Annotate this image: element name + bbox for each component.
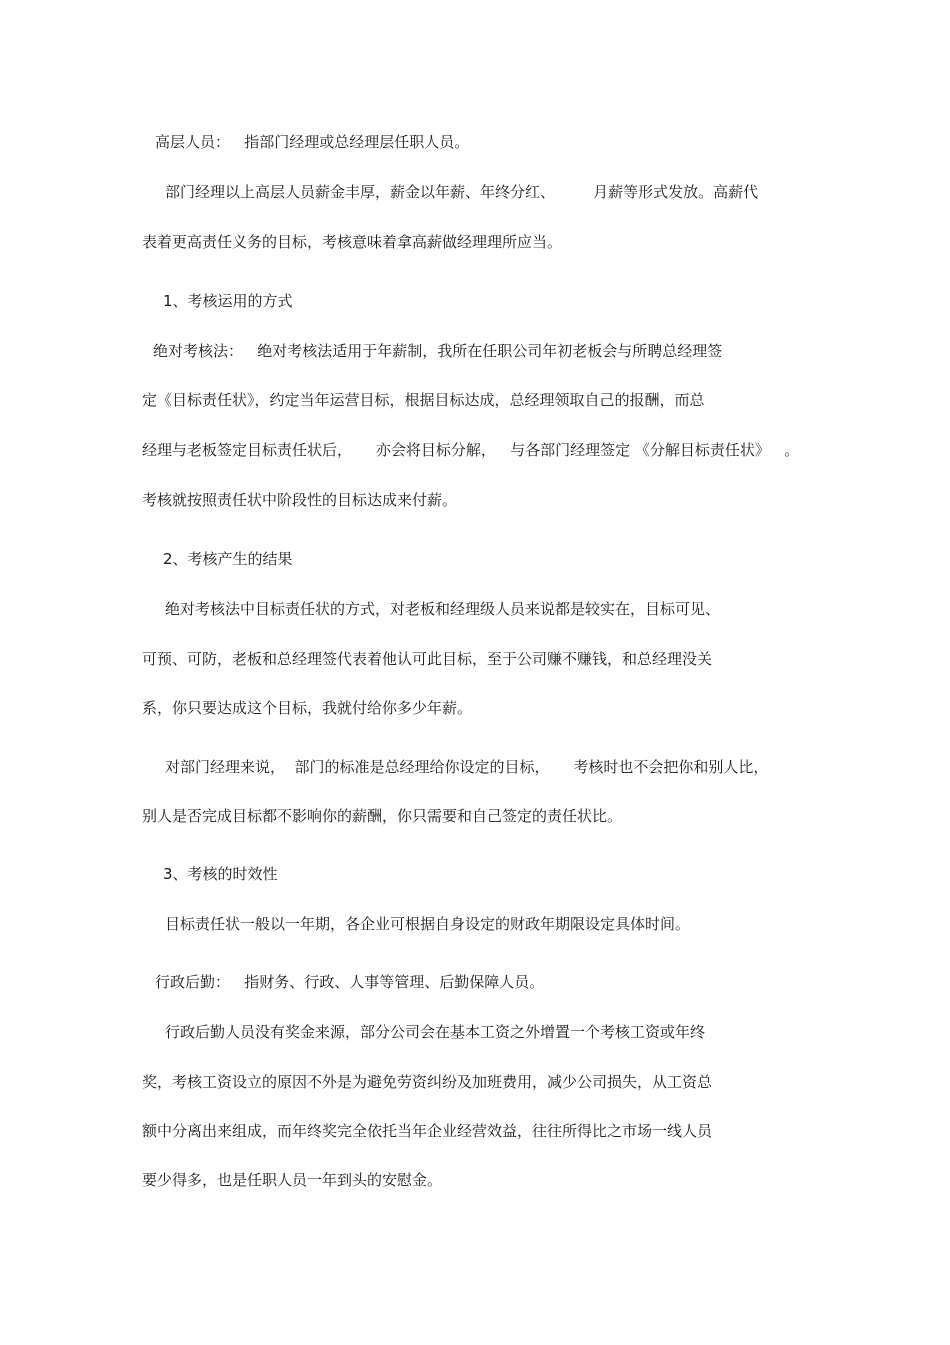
- section-heading: 3、考核的时效性: [163, 865, 278, 883]
- text-line: 经理与老板签定目标责任状后， 亦会将目标分解， 与各部门经理签定 《分解目标责任状》 。: [142, 441, 800, 459]
- text-line: 行政后勤： 指财务、行政、人事等管理、后勤保障人员。: [155, 973, 545, 991]
- text-line: 考核就按照责任状中阶段性的目标达成来付薪。: [142, 491, 458, 509]
- text-line: 高层人员： 指部门经理或总经理层任职人员。: [155, 133, 470, 151]
- text-line: 额中分离出来组成，而年终奖完全依托当年企业经营效益，往往所得比之市场一线人员: [142, 1122, 713, 1140]
- section-heading: 2、考核产生的结果: [163, 550, 293, 568]
- text-line: 部门经理以上高层人员薪金丰厚，薪金以年薪、年终分红、 月薪等形式发放。高薪代: [165, 183, 759, 201]
- text-line: 绝对考核法中目标责任状的方式，对老板和经理级人员来说都是较实在，目标可见、: [165, 600, 721, 618]
- text-line: 别人是否完成目标都不影响你的薪酬，你只需要和自己签定的责任状比。: [142, 807, 623, 825]
- text-line: 对部门经理来说， 部门的标准是总经理给你设定的目标， 考核时也不会把你和别人比，: [165, 758, 769, 776]
- text-line: 奖，考核工资设立的原因不外是为避免劳资纠纷及加班费用，减少公司损失，从工资总: [142, 1073, 713, 1091]
- text-line: 行政后勤人员没有奖金来源，部分公司会在基本工资之外增置一个考核工资或年终: [165, 1023, 706, 1041]
- section-heading: 1、考核运用的方式: [163, 292, 293, 310]
- text-line: 系，你只要达成这个目标，我就付给你多少年薪。: [142, 699, 473, 717]
- text-line: 可预、可防，老板和总经理签代表着他认可此目标，至于公司赚不赚钱，和总经理没关: [142, 650, 713, 668]
- text-line: 目标责任状一般以一年期，各企业可根据自身设定的财政年期限设定具体时间。: [165, 915, 691, 933]
- text-line: 表着更高责任义务的目标，考核意味着拿高薪做经理理所应当。: [142, 233, 563, 251]
- text-line: 绝对考核法： 绝对考核法适用于年薪制，我所在任职公司年初老板会与所聘总经理签: [153, 342, 723, 360]
- text-line: 要少得多，也是任职人员一年到头的安慰金。: [142, 1171, 443, 1189]
- text-line: 定《目标责任状》，约定当年运营目标，根据目标达成，总经理领取自己的报酬，而总: [142, 391, 705, 409]
